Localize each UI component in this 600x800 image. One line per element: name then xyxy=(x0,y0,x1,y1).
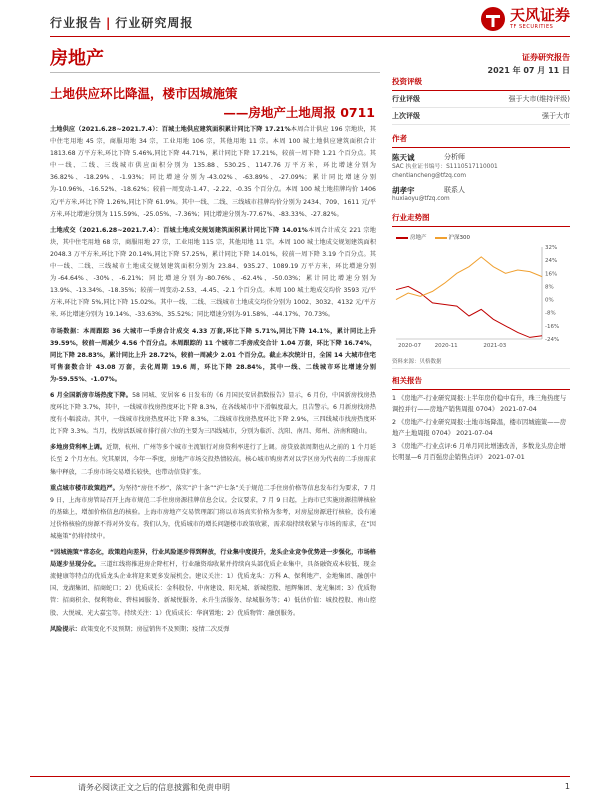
y-tick-label: 24% xyxy=(545,258,558,265)
page-header xyxy=(50,6,570,34)
sector-title: 房地产 xyxy=(50,48,104,69)
paragraph-text: 本周合计供应 196 宗地块，其中住宅用地 45 宗，商服用地 34 宗，工业用地 106 宗，其他用地 11 宗。本周 100 城土地供应建筑面积合计 1813.68 万平方米,环比下降 5.46%,同比下降 44.71%，累计同比下降 17.21%，较前一周下降 1.21 个百分点。其中一线、二线、三线城市供应面积分别为 135.88、530.25、1147.76 万平方米，环比增速分别为 36.82%、-18.29%、-1.93%；同比增速分别为-43.02%、-63.89%、-27.09%；累计同比增速分别为-10.96%、-16.52%、-18.62%；较前一周变动-1.47、-2.22、-0.35 个百分点。本周 100 城土地挂牌均价 1406 元/平方米,环比下降 1.26%,同比下降 61.9%。其中一线、二线、三线城市挂牌均价分别为 2434、709、1611 元/平方米,环比增速分别为 115.59%、-25.05%、-7.36%；同比增速分别为-77.67%、-83.33%、-27.82%。 xyxy=(50,126,376,218)
logo-cn: 天风证券 xyxy=(509,6,570,24)
chart-source: 资料来源：贝格数据 xyxy=(392,357,570,369)
body-paragraph xyxy=(50,442,376,478)
analyst-email[interactable]: huxiaoyu@tfzq.com xyxy=(392,196,450,202)
analyst-role: 分析师 xyxy=(444,153,465,161)
related-report-item[interactable]: 3 《房地产-行业点评:6 月单月同比增速改善，多数龙头房企增长明显—6 月百强房企销售点评》 2021-07-01 xyxy=(392,443,566,461)
x-tick-label: 2020-07 xyxy=(398,343,421,349)
chart-legend xyxy=(396,233,570,241)
paragraph-lead: 重点城市楼市政策趋严。 xyxy=(50,484,119,492)
report-type xyxy=(50,14,193,31)
tf-logo-icon xyxy=(480,6,506,32)
series-line-real-estate xyxy=(396,286,542,337)
legend-item xyxy=(396,233,427,241)
page-number: 1 xyxy=(564,782,570,791)
paragraph-lead: 土地供应（2021.6.28~2021.7.4）：百城土地供应建筑面积累计同比下降 17.21% xyxy=(50,126,291,133)
paragraph-text: 为坚持“房住不炒”，落实“沪十条”“沪七条”关于规范二手住房价格等信息发布行为要求，7 月 9 日，上海市房管局召开上海市规范二手住房房源挂牌信息会议。会议要求，7 月 9 日起，上海市已实施房源挂牌核验的基础上，增加价格信息的核验。上海市房地产交易管理部门将以市场真实价格为参考，对房屋房源进行核验，没有通过价格核验的房源不得对外发布。我们认为，优质城市的增长问题楼市政策收紧，需求端持续收紧与市场的需求，在“因城施策”仍将持续中。 xyxy=(50,484,377,540)
legend-label: 房地产 xyxy=(410,235,427,241)
analyst-2 xyxy=(392,186,570,205)
chart-svg xyxy=(392,241,570,353)
related-list xyxy=(392,394,570,463)
report-subtitle: ——房地产土地周报 0711 xyxy=(223,105,375,120)
report-type-b: 行业研究周报 xyxy=(115,16,194,30)
separator: | xyxy=(106,16,112,30)
paragraph-text: 58 同城、安居客 6 日发布的《6 月国民安居指数报告》显示，6 月份，中国新房找房热度环比下降 3.7%，其中，一线城市找房热度环比下降 8.3%，在各线城市中下滑幅度最大，且告警示。6 月新房找房热度有小幅波动。其中，一线城市找房热度环比下降 8.3%，二线城市找房热度环比下降 2.9%，三四线城市找房热度环比下降 3.3%。当月，找房活跃城市排行前六位的主要为三四线城市，分别为临沂、沈阳、南昌、郑州、济南和随山。 xyxy=(50,391,377,436)
y-tick-label: -8% xyxy=(545,310,556,317)
body-paragraph xyxy=(50,547,376,620)
y-tick-label: -24% xyxy=(545,337,560,343)
footer-rule xyxy=(30,776,570,777)
related-report-item[interactable]: 1 《房地产-行业研究周报:上半年房价稳中有升，珠三角热度与调控并行——房地产销售周报 0704》 2021-07-04 xyxy=(392,395,567,413)
footer-disclaimer: 请务必阅读正文之后的信息披露和免责申明 xyxy=(78,783,230,792)
report-title: 土地供应环比降温，楼市因城施策 xyxy=(50,86,238,101)
analyst-1 xyxy=(392,153,570,181)
prev-rating-label: 上次评级 xyxy=(392,112,420,120)
body-paragraph xyxy=(50,124,376,221)
y-tick-label: 8% xyxy=(545,284,554,291)
paragraph-lead: “因城施策”常态化，政策趋向差异，行业风险逐步得到释放，行业集中度提升，龙头企业竞争优势进一步强化，市场格局逐步呈现分化。 xyxy=(50,549,376,569)
legend-item xyxy=(435,233,471,241)
y-tick-label: -16% xyxy=(545,323,560,330)
report-type-a: 行业报告 xyxy=(50,16,103,30)
tf-logo xyxy=(480,6,570,32)
sector-rule xyxy=(50,72,380,73)
legend-label: 沪深300 xyxy=(448,235,471,241)
x-tick-label: 2020-11 xyxy=(434,343,458,349)
analyst-role: 联系人 xyxy=(444,185,465,194)
sidebar xyxy=(392,76,570,466)
paragraph-lead: 多地房贷利率上调。 xyxy=(50,444,107,452)
paragraph-lead: 土地成交（2021.6.28~2021.7.4）：百城土地成交规划建筑面积累计同比下降 14.01% xyxy=(50,226,308,234)
analyst-name: 陈天诚 xyxy=(392,153,415,162)
body-paragraph xyxy=(50,326,376,386)
y-tick-label: 16% xyxy=(545,271,558,278)
analyst-name: 胡孝宇 xyxy=(392,185,415,195)
rating-label: 行业评级 xyxy=(392,95,420,103)
industry-trend-chart xyxy=(392,233,570,369)
chart-title: 行业走势图 xyxy=(392,212,570,227)
analyst-cert: SAC 执业证书编号：S1110517110001 xyxy=(392,163,498,170)
related-title: 相关报告 xyxy=(392,375,570,390)
body-paragraph xyxy=(50,624,376,636)
y-tick-label: 32% xyxy=(545,245,558,251)
paragraph-lead: 6 月全国新房市场热度下降。 xyxy=(50,391,133,399)
analyst-email[interactable]: chentiancheng@tfzq.com xyxy=(392,172,467,179)
logo-en: TF SECURITIES xyxy=(509,24,554,30)
paragraph-text: 政策变化不及预期；房屋销售不及预期；疫情二次反弹 xyxy=(80,625,230,633)
paragraph-text: 三道红线将推进房企降杠杆，行业融资端收紧并持续向头部优质企业集中，具备融资成本较低、现金流健康等特点的优质龙头企业将迎来更多发展机会。建议关注：1）优质龙头：万科 A、保利地产、金地集团、融创中国、龙湖集团、招商蛇口；2）优质成长：金科股份、中南建设、阳光城、新城控股、旭辉集团、龙光集团；3）优质物管：招商积余、保利物业、碧桂园服务、新城悦服务、永升生活服务、绿城服务等；4）低估价值：城投控股、南山控股、大悦城、光大嘉宝等。持续关注：1）优质成长：华润置地；2）优质物管：融创服务。 xyxy=(50,561,377,617)
rating-title: 投资评级 xyxy=(392,76,570,91)
author-title: 作者 xyxy=(392,133,570,148)
report-kind: 证券研究报告 xyxy=(522,53,570,62)
x-tick-label: 2021-03 xyxy=(483,343,507,349)
paragraph-text: 近期，杭州、广州等多个城市主流银行对房贷利率进行了上调。房贷放款周期也从之前的 1 个月延长至 2 个月左右。究其原因，今年一季度，房地产市场交投热情较高。核心城市购房者对以学区房为代表的二手房需求集中释放，二手房市场交易增长较快，也带动信贷扩张。 xyxy=(50,444,377,476)
y-tick-label: 0% xyxy=(545,297,554,304)
series-line-csi300 xyxy=(396,257,542,300)
prev-rating-value: 强于大市 xyxy=(542,112,570,120)
body-paragraph xyxy=(50,483,376,543)
paragraph-lead: 风险提示： xyxy=(50,625,81,633)
body-paragraph xyxy=(50,225,376,322)
prev-rating-row xyxy=(392,108,570,125)
report-body xyxy=(50,124,376,640)
body-paragraph xyxy=(50,390,376,438)
paragraph-lead: 市场数据：本周跟踪 36 大城市一手房合计成交 4.33 万套,环比下降 5.71%,同比下降 14.1%，累计同比上升 39.59%，较前一周减少 4.56 个百分点。本周跟踪的 11 个城市二手房成交合计 1.04 万套，环比下降 16.74%，同比下降 28.83%，累计同比上升 28.72%，较前一周减少 2.01 个百分点。截止本次统计日，全国 14 大城市住宅可售套数合计 43.08 万套，去化周期 19.6 周，环比下降 28.84%，其中一线、二线城市环比增速分别为-59.55%、-1.07%。 xyxy=(50,327,376,383)
header-rule xyxy=(50,36,570,37)
paragraph-text: 本周合计成交 221 宗地块，其中住宅用地 68 宗，商服用地 27 宗，工业用地 115 宗，其他用地 11 宗。本周 100 城土地成交规划建筑面积 2048.3 万平方米,环比下降 20.14%,同比下降 57.25%，累计同比下降 14.01%，较前一周下降 3.19 个百分点。其中一线、二线、三线城市土地成交规划建筑面积分别为 23.84、935.27、1089.19 万平方米，环比增速分别为-64.64%、-30%、-6.21%；同比增速分别为-80.76%、-62.4%、-50.03%；累计同比增速分别为 13.9%、-13.34%、-18.35%；较前一周变动-2.53、-4.45、-2.1 个百分点。本周 100 城土地成交均价 3593 元/平方米,环比下降 5%,同比下降 15.02%。其中一线、二线、三线城市土地成交均价分别为 1002、3032、4132 元/平方米, 环比增速分别为 19.14%、-33.63%、35.52%；同比增速分别为-91.58%、-44.17%、70.73%。 xyxy=(50,226,376,319)
rating-row xyxy=(392,91,570,108)
related-report-item[interactable]: 2 《房地产-行业研究周报:土地市场降温，楼市因城施策——房地产土地周报 0704》 2021-07-04 xyxy=(392,419,567,437)
report-date: 2021 年 07 月 11 日 xyxy=(487,66,570,75)
rating-value: 强于大市(维持评级) xyxy=(508,95,570,103)
